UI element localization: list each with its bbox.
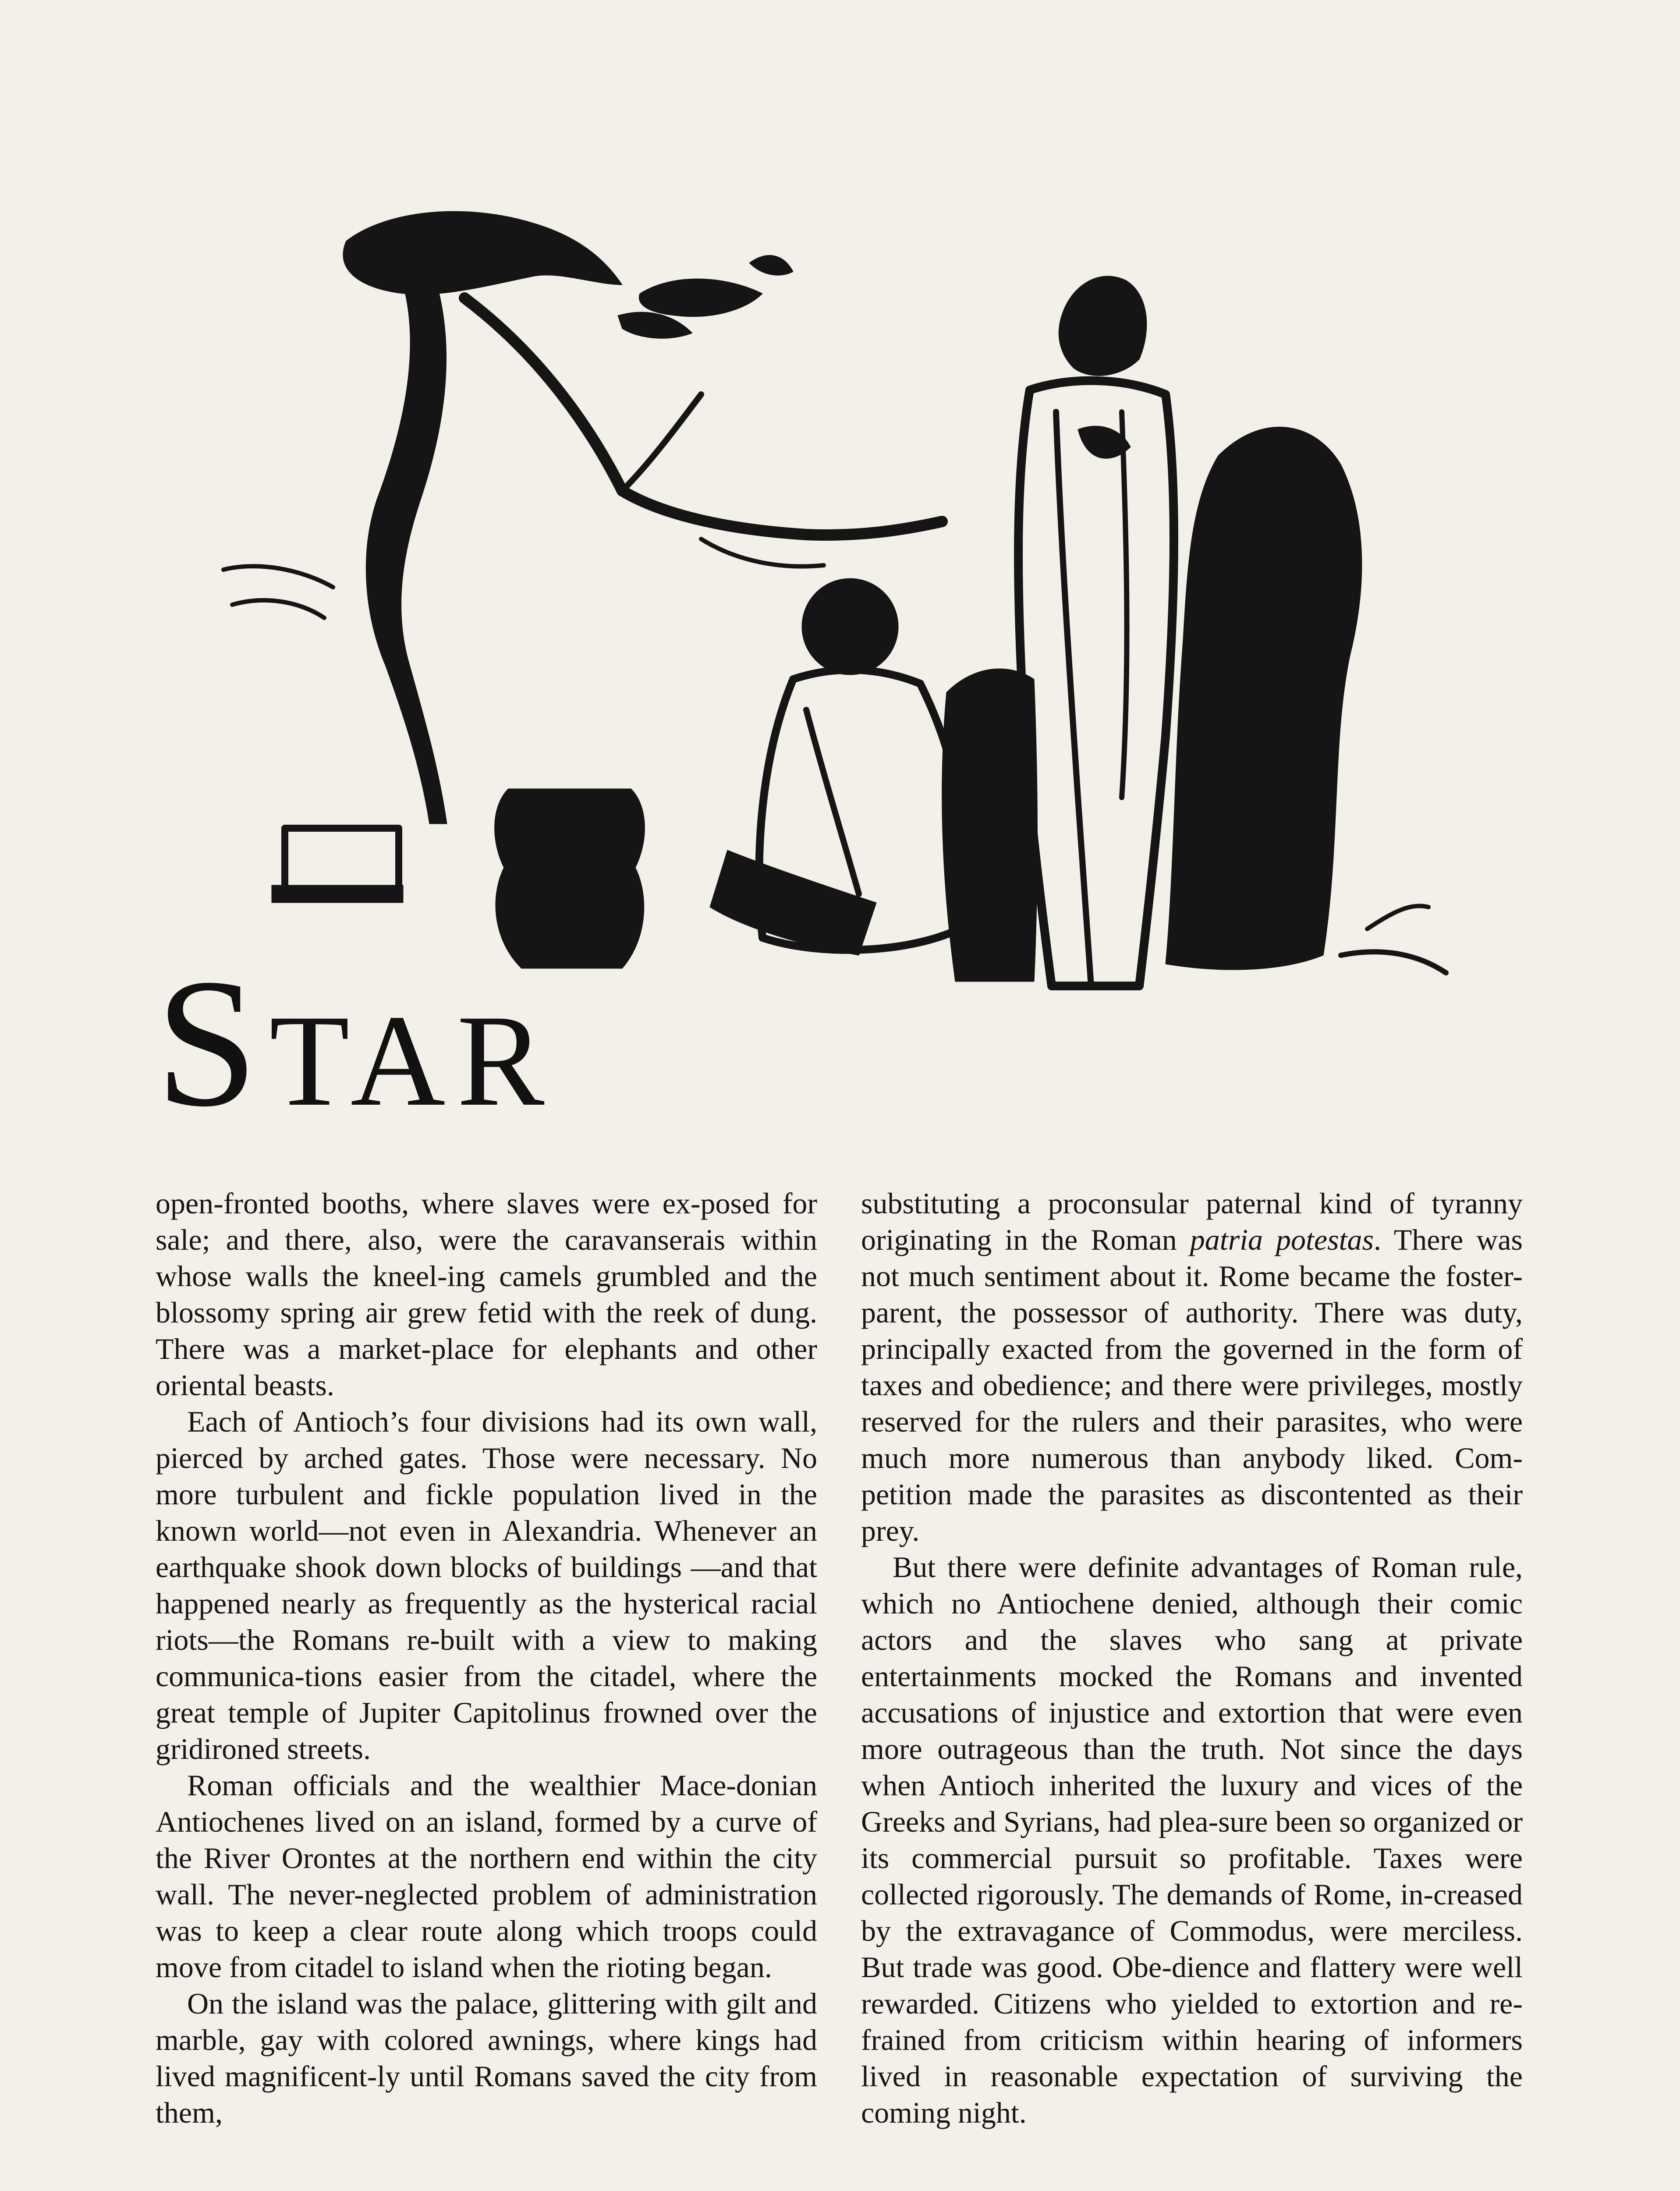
title-initial: S [156,941,269,1145]
paragraph: Roman officials and the wealthier Mace-donian Antiochenes lived on an island, formed by a curve of the River Orontes at the northern end within the city wall. The never-neglected problem of administration was to keep a clear route along which troops could move from citadel to island when the rioting began. [156,1769,817,1984]
standing-figure-icon [1018,276,1174,986]
right-column [861,1185,1523,2131]
seated-figure-icon [710,578,964,955]
italic-phrase: patria potestas [1190,1223,1374,1256]
vase-icon [495,789,645,968]
article-title [156,941,556,1145]
paragraph: On the island was the palace, glittering with gilt and marble, gay with colored awnings, where kings had lived magnificent-ly until Romans saved the city from them, [156,1987,817,2129]
paragraph: open-fronted booths, where slaves were ex-posed for sale; and there, also, were the caravanserais within whose walls the kneel-ing camels grumbled and the blossomy spring air grew fetid with the reek of dung. There was a market-place for elephants and other oriental beasts. [156,1187,817,1402]
title-rest: TAR [269,988,556,1133]
paragraph [861,1185,1523,1549]
paragraph: Each of Antioch’s four divisions had its own wall, pierced by arched gates. Those were necessary. No more turbulent and fickle population lived in the known world—not even in Alexandria. Whenever an earthquake shook down blocks of buildings —and that happened nearly as frequently as the hysterical racial riots—the Romans re-built with a view to making communica-tions easier from the citadel, where the great temple of Jupiter Capitolinus frowned over the gridironed streets. [156,1405,817,1766]
paragraph: But there were definite advantages of Roman rule, which no Antiochene denied, although their comic actors and the slaves who sang at private entertainments mocked the Romans and invented accusations of injustice and extortion that were even more outrageous than the truth. Not since the days when Antioch inherited the luxury and vices of the Greeks and Syrians, had plea-sure been so organized or its commercial pursuit so profitable. Taxes were collected rigorously. The demands of Rome, in-creased by the extravagance of Commodus, were merciless. But trade was good. Obe-dience and flattery were well rewarded. Citizens who yielded to extortion and re-frained from criticism within hearing of informers lived in reasonable expectation of surviving the coming night. [861,1550,1523,2129]
tree-trunk-icon [366,285,447,824]
shadow-figure-icon [1166,427,1362,970]
text-run: substituting a proconsular paternal kind of tyranny originating in the Roman [861,1187,1523,1256]
tree-branch-icon [464,298,942,535]
illustration [158,184,1455,1008]
text-run: . There was not much sentiment about it. Rome became the foster-parent, the possessor of authority. There was duty, principally exacted from the governed in the form of taxes and obedience; and there were privileges, mostly reserved for the rulers and their parasites, who were much more numerous than anybody liked. Com-petition made the parasites as discontented as their prey. [861,1223,1523,1547]
left-column [156,1185,817,2131]
